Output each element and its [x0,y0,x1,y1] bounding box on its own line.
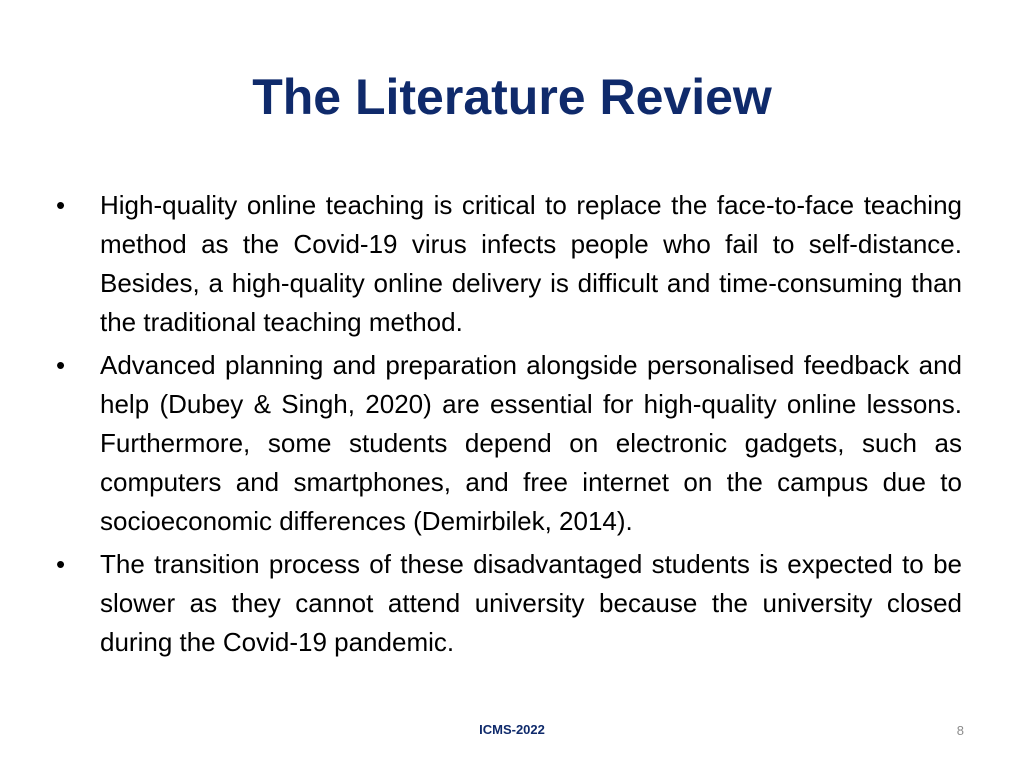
footer-label: ICMS-2022 [479,722,545,737]
bullet-item [56,545,962,662]
bullet-marker: • [56,190,66,220]
bullet-text: The transition process of these disadvantaged students is expected to be slower as they cannot attend university because the university closed during the Covid-19 pandemic. [100,549,962,657]
bullet-item [56,346,962,541]
page-number: 8 [956,723,964,738]
bullet-text: High-quality online teaching is critical to replace the face-to-face teaching method as the Covid-19 virus infects people who fail to self-distance. Besides, a high-quality online delivery is difficult and time-consuming than the traditional teaching method. [100,190,962,337]
bullet-text: Advanced planning and preparation alongside personalised feedback and help (Dubey & Singh, 2020) are essential for high-quality online lessons. Furthermore, some students depend on electronic gadgets, such as computers and smartphones, and free internet on the campus due to socioeconomic differences (Demirbilek, 2014). [100,350,962,536]
bullet-marker: • [56,350,66,380]
bullet-item [56,186,962,342]
bullet-list [56,186,962,666]
slide-title: The Literature Review [252,69,772,125]
bullet-marker: • [56,549,66,579]
